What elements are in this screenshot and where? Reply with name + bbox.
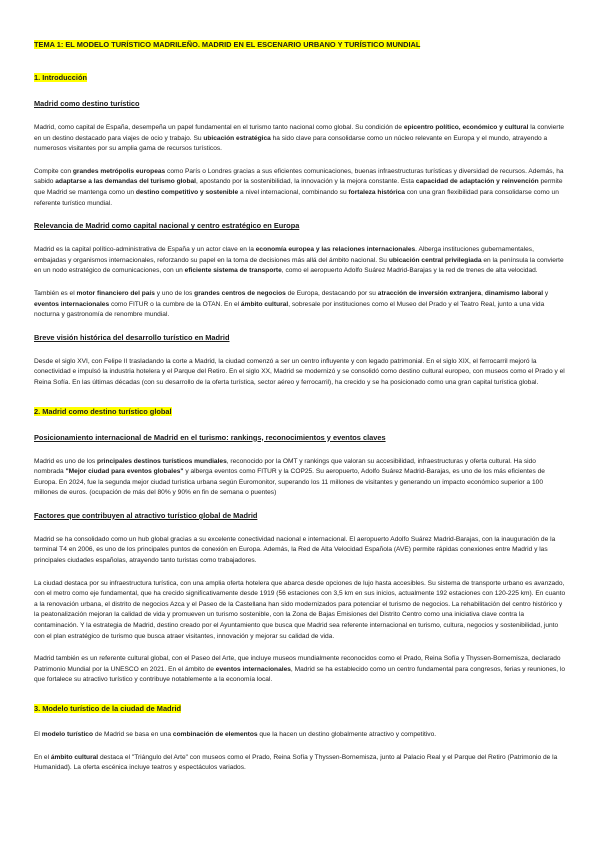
subsection-heading: Relevancia de Madrid como capital nacional y centro estratégico en Europa xyxy=(34,221,300,231)
body-paragraph: La ciudad destaca por su infraestructura turística, con una amplia oferta hotelera que abarca desde opciones de lujo hasta accesibles. Su sistema de transporte urbano es avanzado, con el metro como eje fundamental, que ha crecido significativamente desde 1919 (56 estaciones con 3,5 km en sus inicios, actualmente 192 estaciones con 120-225 km). En cuanto a la renovación urbana, el distrito de negocios Azca y el Paseo de la Castellana han sido modernizados para potenciar el turismo de negocios. La rehabilitación del centro histórico y la peatonalización mejoran la calidad de vida y promueven un turismo sostenible, con la Zona de Bajas Emisiones del Distrito Centro como una iniciativa clave contra la contaminación. Y la estrategia de Madrid, destino creado por el Ayuntamiento que busca que Madrid sea referente internacional en turismo, cultura, negocios y sostenibilidad, junto con el plan estratégico de turismo que busca atraer visitantes, innovación y mejorar su calidad de vida. xyxy=(34,579,566,640)
body-paragraph: Compite con grandes metrópolis europeas como París o Londres gracias a sus eficientes comunicaciones, buenas infraestructuras turísticas y diversidad de recursos. Además, ha sabido adaptarse a las demandas del turismo global, apostando por la sostenibilidad, la innovación y la mejora constante. Esta capacidad de adaptación y reinvención permite que Madrid se mantenga como un destino competitivo y sostenible a nivel internacional, combinando su fortaleza histórica con una gran flexibilidad para consolidarse como un referente turístico mundial. xyxy=(34,167,564,207)
body-paragraph: Madrid también es un referente cultural global, con el Paseo del Arte, que incluye museos mundialmente reconocidos como el Prado, Reina Sofía y Thyssen-Bornemisza, declarado Patrimonio Mundial por la UNESCO en 2021. En el ámbito de eventos internacionales, Madrid se ha establecido como un centro fundamental para congresos, ferias y reuniones, lo que fortalece su atractivo turístico y contribuye notablemente a la economía local. xyxy=(34,655,566,684)
body-paragraph: Madrid, como capital de España, desempeña un papel fundamental en el turismo tanto nacional como global. Su condición de epicentro político, económico y cultural la convierte en un destino destacado para viajes de ocio y trabajo. Su ubicación estratégica ha sido clave para consolidarse como un núcleo relevante en Europa y el mundo, atrayendo a numerosos visitantes por su amplia gama de recursos turísticos. xyxy=(34,124,564,153)
document-content xyxy=(34,67,566,774)
section-heading: 3. Modelo turístico de la ciudad de Madrid xyxy=(34,704,182,713)
body-paragraph: Madrid se ha consolidado como un hub global gracias a su excelente conectividad nacional e internacional. El aeropuerto Adolfo Suárez Madrid-Barajas, con la inauguración de la terminal T4 en 2006, es uno de los principales puntos de conexión en Europa. Además, la Red de Alta Velocidad Española (AVE) permite rápidas conexiones entre Madrid y las principales ciudades españolas, atrayendo tanto turistas como trabajadores. xyxy=(34,535,556,565)
document-title-wrap xyxy=(34,34,566,52)
body-paragraph: Desde el siglo XVI, con Felipe II trasladando la corte a Madrid, la ciudad comenzó a ser un centro influyente y con legado patrimonial. En el siglo XIX, el ferrocarril mejoró la conectividad e impulsó la industria hotelera y el Parque del Retiro. En el siglo XX, Madrid se modernizó y se consolidó como destino cultural europeo, con museos como el Prado y el Reina Sofía. En las últimas décadas (con su desarrollo de la oferta turística, sector aéreo y ferrocarril), ha crecido y se ha posicionado como una gran capital turística global. xyxy=(34,357,565,386)
document-title: TEMA 1: EL MODELO TURÍSTICO MADRILEÑO. MADRID EN EL ESCENARIO URBANO Y TURÍSTICO MUNDIAL xyxy=(34,40,421,49)
section-heading-wrap xyxy=(34,67,566,85)
section-heading-wrap xyxy=(34,401,566,419)
body-paragraph: Madrid es la capital político-administrativa de España y un actor clave en la economía europea y las relaciones internacionales. Alberga instituciones gubernamentales, embajadas y organismos internacionales, reforzando su papel en la toma de decisiones más allá del ámbito nacional. Su ubicación central privilegiada en la península la convierte en un nodo estratégico de comunicaciones, con un eficiente sistema de transporte, como el aeropuerto Adolfo Suárez Madrid-Barajas y la red de trenes de alta velocidad. xyxy=(34,246,564,275)
body-paragraph: El modelo turístico de Madrid se basa en una combinación de elementos que la hacen un destino globalmente atractivo y competitivo. xyxy=(34,731,437,738)
subsection-heading: Posicionamiento internacional de Madrid en el turismo: rankings, reconocimientos y eventos claves xyxy=(34,432,386,442)
section-heading: 1. Introducción xyxy=(34,73,87,82)
body-paragraph: En el ámbito cultural destaca el "Triángulo del Arte" con museos como el Prado, Reina Sofía y Thyssen-Bornemisza, junto al Palacio Real y el Parque del Retiro (Patrimonio de la Humanidad). La oferta escénica incluye teatros y espectáculos variados. xyxy=(34,753,558,772)
body-paragraph: También es el motor financiero del país y uno de los grandes centros de negocios de Europa, destacando por su atracción de inversión extranjera, dinamismo laboral y eventos internacionales como FITUR o la cumbre de la OTAN. En el ámbito cultural, sobresale por instituciones como el Museo del Prado y el Teatro Real, junto a una vida nocturna y gastronomía de renombre mundial. xyxy=(34,289,549,319)
section-heading-wrap xyxy=(34,698,566,716)
subsection-heading: Breve visión histórica del desarrollo turístico en Madrid xyxy=(34,332,230,342)
section-heading: 2. Madrid como destino turístico global xyxy=(34,406,172,416)
body-paragraph: Madrid es uno de los principales destinos turísticos mundiales, reconocido por la OMT y rankings que valoran su accesibilidad, infraestructuras y oferta cultural. Ha sido nombrada "Mejor ciudad para eventos globales" y alberga eventos como FITUR y la COP25. Su aeropuerto, Adolfo Suárez Madrid-Barajas, es uno de los más eficientes de Europa. En 2024, fue la segunda mejor ciudad turística urbana según Euromonitor, superando los 11 millones de visitantes y generando un impacto económico superior a 100 millones de euros. (ocupación de más del 80% y 90% en fin de semana o puentes) xyxy=(34,457,545,497)
subsection-heading: Madrid como destino turístico xyxy=(34,99,140,108)
subsection-heading: Factores que contribuyen al atractivo turístico global de Madrid xyxy=(34,510,258,520)
